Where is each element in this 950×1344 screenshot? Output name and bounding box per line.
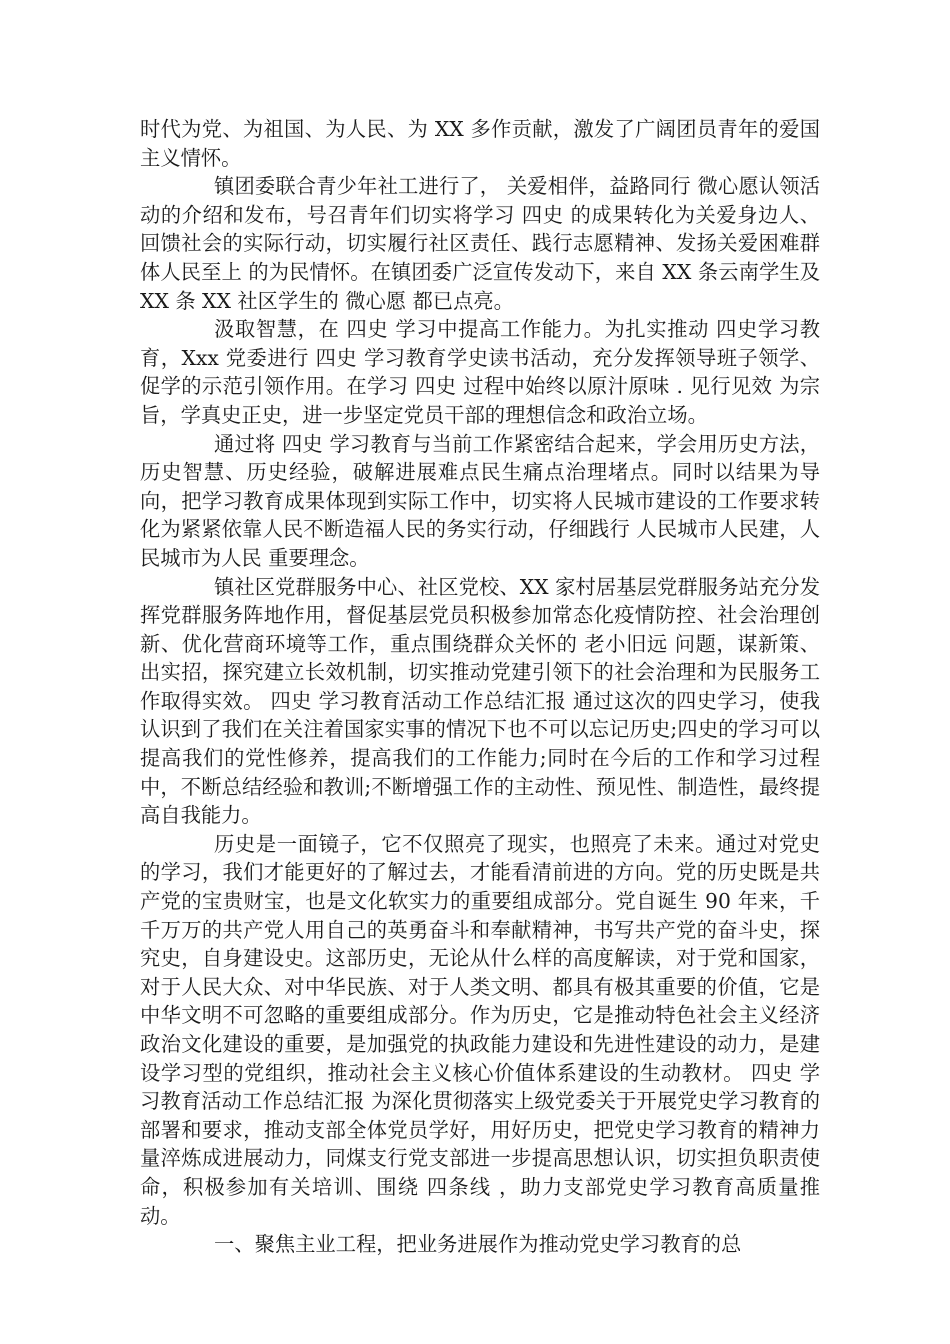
paragraph-7: 一、聚焦主业工程，把业务进展作为推动党史学习教育的总 [214,1232,742,1257]
paragraph-2: 镇团委联合青少年社工进行了， 关爱相伴，益路同行 微心愿认领活动的介绍和发布，号召青年们切实将学习 四史 的成果转化为关爱身边人、回馈社会的实际行动，切实履行社区责任、践行志愿精神、发扬关爱困难群体人民至上 的为民情怀。在镇团委广泛宣传发动下，来自 XX 条云南学生及 XX 条 XX 社区学生的 微心愿 都已点亮。 [140,174,820,313]
paragraph-1: 时代为党、为祖国、为人民、为 XX 多作贡献，激发了广阔团员青年的爱国主义情怀。 [140,117,820,170]
paragraph-6: 历史是一面镜子，它不仅照亮了现实，也照亮了未来。通过对党史的学习，我们才能更好的了解过去，才能看清前进的方向。党的历史既是共产党的宝贵财宝，也是文化软实力的重要组成部分。党自诞生 90 年来，千千万万的共产党人用自己的英勇奋斗和奉献精神，书写共产党的奋斗史，探究史，自身建设史。这部历史，无论从什么样的高度解读，对于党和国家，对于人民大众、对中华民族、对于人类文明、都具有极其重要的价值，它是中华文明不可忽略的重要组成部分。作为历史，它是推动特色社会主义经济政治文化建设的重要，是加强党的执政能力建设和先进性建设的动力，是建设学习型的党组织，推动社会主义核心价值体系建设的生动教材。 四史 学习教育活动工作总结汇报 为深化贯彻落实上级党委关于开展党史学习教育的部署和要求，推动支部全体党员学好，用好历史，把党史学习教育的精神力量淬炼成进展动力，同煤支行党支部进一步提高思想认识，切实担负职责使命，积极参加有关培训、围绕 四条线 ，助力支部党史学习教育高质量推动。 [140,831,820,1228]
paragraph-3: 汲取智慧，在 四史 学习中提高工作能力。为扎实推动 四史学习教育，Xxx 党委进行 四史 学习教育学史读书活动，充分发挥领导班子领学、促学的示范引领作用。在学习 四史 过程中始终以原汁原味 . 见行见效 为宗旨，学真史正史，进一步坚定党员干部的理想信念和政治立场。 [140,317,820,427]
paragraph-4: 通过将 四史 学习教育与当前工作紧密结合起来，学会用历史方法，历史智慧、历史经验，破解进展难点民生痛点治理堵点。同时以结果为导向，把学习教育成果体现到实际工作中，切实将人民城市建设的工作要求转化为紧紧依靠人民不断造福人民的务实行动，仔细践行 人民城市人民建，人民城市为人民 重要理念。 [140,431,820,570]
document-page [140,115,820,1259]
paragraph-5: 镇社区党群服务中心、社区党校、XX 家村居基层党群服务站充分发挥党群服务阵地作用，督促基层党员积极参加常态化疫情防控、社会治理创新、优化营商环境等工作，重点围绕群众关怀的 老小旧远 问题，谋新策、出实招，探究建立长效机制，切实推动党建引领下的社会治理和为民服务工作取得实效。 四史 学习教育活动工作总结汇报 通过这次的四史学习，使我认识到了我们在关注着国家实事的情况下也不可以忘记历史;四史的学习可以提高我们的党性修养，提高我们的工作能力;同时在今后的工作和学习过程中，不断总结经验和教训;不断增强工作的主动性、预见性、制造性，最终提高自我能力。 [140,574,820,828]
